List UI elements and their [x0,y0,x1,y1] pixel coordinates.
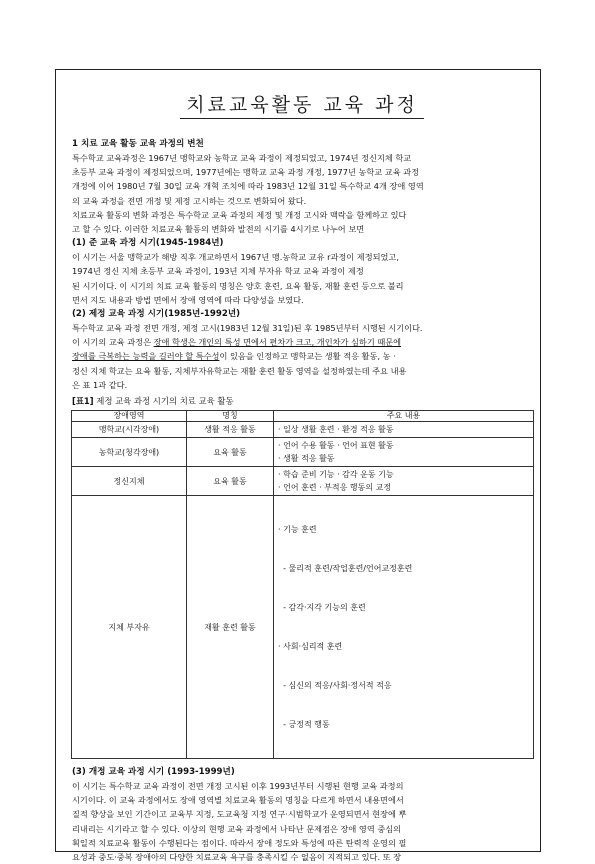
cell-area: 농학교(청각장애) [72,438,187,467]
column-header-area: 장애영역 [72,411,187,422]
content-item: - 긍정적 행동 [278,720,330,730]
period-3-line-4: 리내리는 시기라고 할 수 있다. 이상의 현행 교육 과정에서 나타난 문제점은 장애 영역 중심의 [72,823,402,834]
table-1-caption-label: [표1] [72,396,94,407]
period-1-line-4: 면서 지도 내용과 방법 면에서 장애 영역에 따라 다양성을 보였다. [72,294,304,305]
period-2-line-4: 정신 지체 학교는 요육 활동, 지체부자유학교는 재활 훈련 활동 영역을 설정하였는데 주요 내용 [72,365,407,376]
cell-name: 요육 활동 [187,467,274,496]
cell-content [274,438,534,467]
cell-name: 생활 적응 활동 [187,422,274,438]
period-3-line-1: 이 시기는 특수학교 교육 과정이 전면 개정 고시된 이후 1993년부터 시행된 현행 교육 과정의 [72,781,404,792]
table-row [72,438,534,467]
period-3-line-2: 시기이다. 이 교육 과정에서도 장애 영역별 치료교육 활동의 명칭을 다르게 하면서 내용면에서 [72,795,404,806]
cell-area: 지체 부자유 [72,496,187,759]
column-header-content: 주요 내용 [274,411,534,422]
period-2-line-2 [72,335,532,349]
period-3-line-5: 획일적 치료교육 활동이 수행된다는 점이다. 따라서 장애 정도와 특성에 따른 탄력적 운영의 필 [72,837,407,848]
period-2-line-1: 특수학교 교육 과정 전면 개정, 제정 고시(1983년 12월 31일)된 후 1985년부터 시행된 시기이다. [72,323,423,334]
content-item: · 기능 훈련 [278,525,317,535]
content-item: · 언어 수용 활동 · 언어 표현 활동 [278,441,394,451]
table-1-caption [72,394,532,408]
content-item: - 심신의 적응/사회·정서적 적응 [278,681,392,691]
period-3-heading: (3) 개정 교육 과정 시기 (1993-1999년) [72,767,235,778]
content-item: - 감각·지각 기능의 훈련 [278,603,366,613]
content-item: · 일상 생활 훈련 · 환경 적응 활동 [278,425,394,435]
cell-area: 맹학교(시각장애) [72,422,187,438]
section-1-para-1-line-2: 초등부 교육 과정이 제정되었으며, 1977년에는 맹학교 교육 과정 개정, 1977년 농학교 교육 과정 [72,167,420,178]
period-1-line-2: 1974년 정신 지체 초등부 교육 과정이, 193년 지체 부자유 학교 교육 과정이 제정 [72,266,364,277]
content-item: · 생활 적응 활동 [278,454,335,464]
content-item: · 언어 훈련 · 부적응 행동의 교정 [278,483,392,493]
period-2-line-3-text: 이 있음을 인정하고 맹학교는 생활 적응 활동, 농 · [219,351,396,362]
cell-area: 정신지체 [72,467,187,496]
section-1-para-2-line-2: 고 할 수 있다. 이러한 치료교육 활동의 변화와 발전의 시기를 4시기로 나누어 보면 [72,224,365,235]
period-1-line-1: 이 시기는 서울 맹학교가 해방 직후 개교하면서 1967년 맹.농학교 교유 r과정이 제정되었고, [72,252,399,263]
period-2-heading: (2) 제정 교육 과정 시기(1985년-1992년) [72,309,241,320]
table-1-caption-text: 제정 교육 과정 시기의 치료 교육 활동 [93,396,234,407]
period-2-line-2-underlined: 장애 학생은 개인의 특성 면에서 편차가 크고, 개인차가 심하기 때문에 [153,337,402,348]
period-2-line-3 [72,349,532,363]
content-item: · 학습 준비 기능 · 감각 운동 기능 [278,470,394,480]
content-item: - 물리적 훈련/작업훈련/언어교정훈련 [278,564,413,574]
period-2-line-3-underlined: 장애를 극복하는 능력을 길러야 할 특수성 [72,351,220,362]
table-1 [71,410,534,759]
document-title: 치료교육활동 교육 과정 [72,90,532,117]
cell-content [274,467,534,496]
table-row [72,422,534,438]
column-header-name: 명칭 [187,411,274,422]
period-1-line-3: 된 시기이다. 이 시기의 치료 교육 활동의 명칭은 양호 훈련, 요육 활동, 재활 훈련 등으로 불리 [72,280,404,291]
section-1-para-1-line-3: 개정에 이어 1980년 7월 30일 교육 개혁 조치에 따라 1983년 12월 31일 특수학교 4개 장애 영역 [72,181,424,192]
section-1-para-1-line-4: 의 교육 과정을 전면 개정 및 제정 고시하는 것으로 변화되어 왔다. [72,195,307,206]
period-3-line-3: 질적 향상을 보인 기간이고 교육부 지정, 도교육청 지정 연구·시범학교가 운영되면서 현장에 뿌 [72,809,407,820]
content-item: · 사회·심리적 훈련 [278,642,343,652]
cell-content [274,496,534,759]
cell-name: 재활 훈련 활동 [187,496,274,759]
table-row [72,496,534,759]
section-1-heading: 1 치료 교육 활동 교육 과정의 변천 [72,139,204,149]
period-3-line-6: 요성과 중도·중복 장애아의 다양한 치료교육 욕구를 충족시킬 수 없음이 지적되고 있다. 또 장 [72,852,402,863]
period-1-heading: (1) 준 교육 과정 시기(1945-1984년) [72,238,224,249]
table-header-row [72,411,534,422]
section-1-para-2-line-1: 치료교육 활동의 변화 과정은 특수학교 교육 과정의 제정 및 개정 고시와 맥락을 함께하고 있다 [72,209,407,220]
table-row [72,467,534,496]
document-body [72,90,532,864]
cell-content [274,422,534,438]
period-2-line-5: 은 표 1과 같다. [72,379,128,390]
cell-name: 요육 활동 [187,438,274,467]
section-1-para-1-line-1: 특수학교 교육과정은 1967년 맹학교와 농학교 교육 과정이 제정되었고, 1974년 정신지체 학교 [72,153,412,163]
period-2-line-2-text: 이 시기의 교육 과정은 [72,337,154,348]
